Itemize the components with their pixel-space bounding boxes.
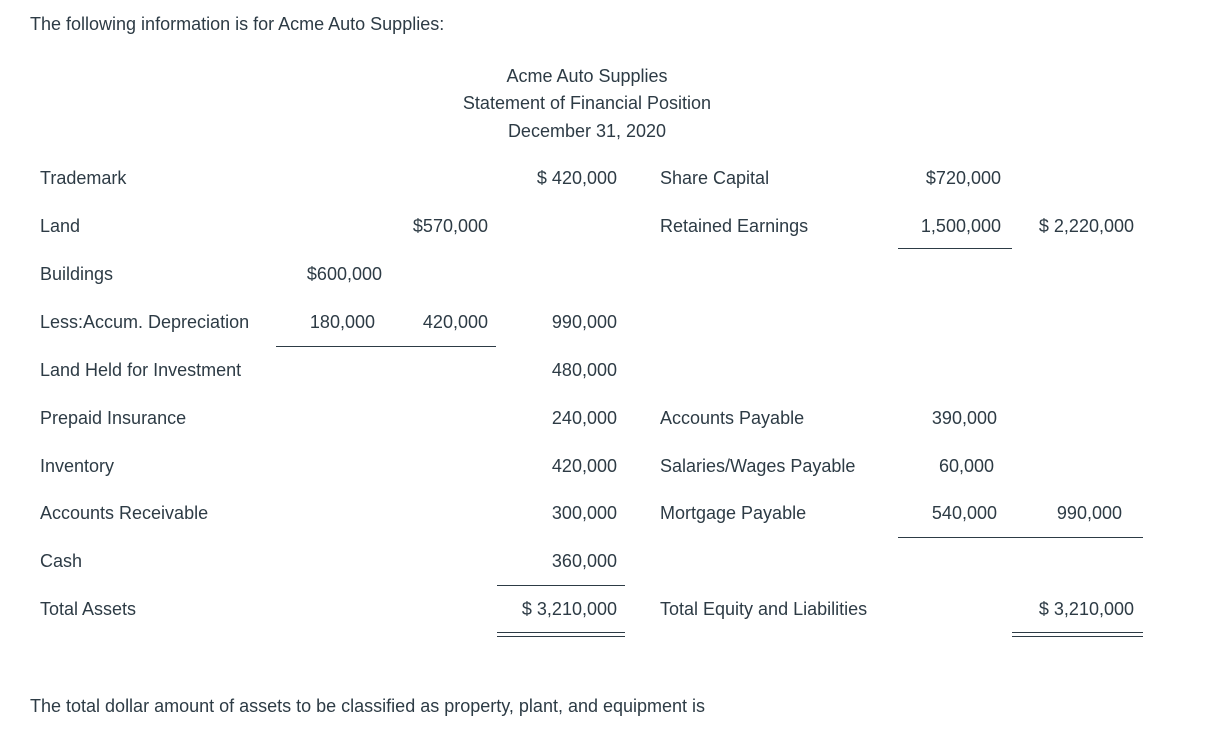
total-assets-double-underline [497,632,625,637]
buildings-cost: $600,000 [306,264,382,284]
question-card [10,0,1221,735]
share-capital-label: Share Capital [660,168,770,188]
intro-text: The following information is for Acme Auto Supplies: [30,14,445,34]
cash-amount: 360,000 [551,551,617,571]
ppe-amount: 990,000 [551,312,617,332]
prepaid-insurance-label: Prepaid Insurance [40,408,187,428]
share-capital-amount: $720,000 [925,168,1001,188]
land-investment-label: Land Held for Investment [40,360,242,380]
mortgage-payable-label: Mortgage Payable [660,503,807,523]
total-el-double-underline [1012,632,1143,637]
accounts-payable-amount: 390,000 [931,408,997,428]
land-label: Land [40,216,81,236]
statement-date: December 31, 2020 [507,121,667,141]
assets-underline [497,585,625,586]
accounts-payable-label: Accounts Payable [660,408,805,428]
statement-title: Statement of Financial Position [462,93,712,113]
total-liabilities-amount: 990,000 [1056,503,1122,523]
total-assets-amount: $ 3,210,000 [521,599,617,619]
inventory-amount: 420,000 [551,456,617,476]
trademark-amount: $ 420,000 [536,168,617,188]
total-equity-liabilities-label: Total Equity and Liabilities [660,599,868,619]
equity-underline [898,248,1012,249]
total-assets-label: Total Assets [40,599,137,619]
retained-earnings-label: Retained Earnings [660,216,809,236]
inventory-label: Inventory [40,456,115,476]
liabilities-underline [898,537,1143,538]
land-investment-amount: 480,000 [551,360,617,380]
total-equity-amount: $ 2,220,000 [1038,216,1134,236]
accounts-receivable-label: Accounts Receivable [40,503,209,523]
retained-earnings-amount: 1,500,000 [920,216,1001,236]
prepaid-insurance-amount: 240,000 [551,408,617,428]
trademark-label: Trademark [40,168,127,188]
col2-underline [276,346,496,347]
accum-dep-amount: 180,000 [309,312,375,332]
accum-dep-label: Less:Accum. Depreciation [40,312,250,332]
question-text: The total dollar amount of assets to be classified as property, plant, and equipment is [30,696,706,716]
salaries-payable-amount: 60,000 [938,456,994,476]
land-amount: $570,000 [412,216,488,236]
company-name: Acme Auto Supplies [506,66,668,86]
accounts-receivable-amount: 300,000 [551,503,617,523]
buildings-net: 420,000 [422,312,488,332]
buildings-label: Buildings [40,264,114,284]
salaries-payable-label: Salaries/Wages Payable [660,456,856,476]
mortgage-payable-amount: 540,000 [931,503,997,523]
cash-label: Cash [40,551,83,571]
total-equity-liabilities-amount: $ 3,210,000 [1038,599,1134,619]
